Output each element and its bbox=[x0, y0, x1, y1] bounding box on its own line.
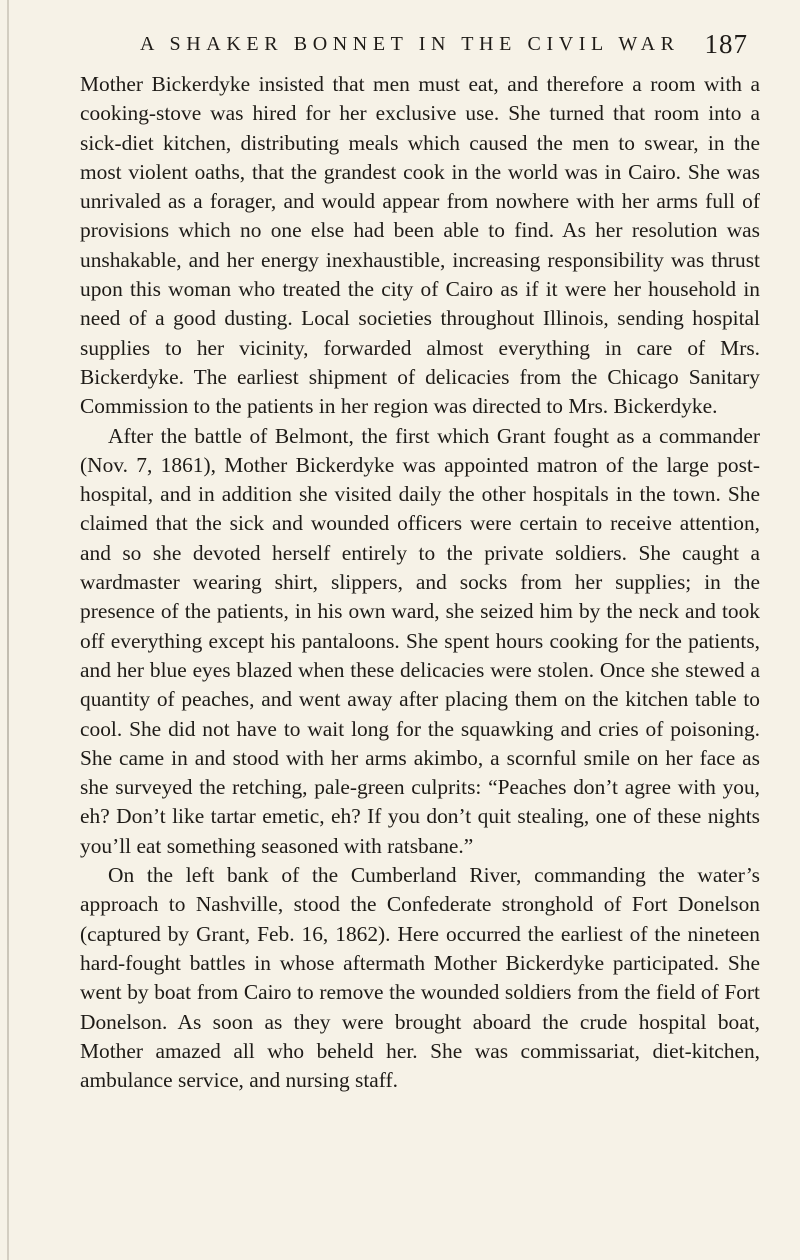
running-title: A SHAKER BONNET IN THE CIVIL WAR bbox=[140, 32, 680, 55]
body-text bbox=[80, 70, 760, 1095]
paragraph-1: Mother Bickerdyke insisted that men must eat, and therefore a room with a cooking-stove was hired for her exclusive use. She turned that room into a sick-diet kitchen, distributing meals which caused the men to swear, in the most violent oaths, that the grandest cook in the world was in Cairo. She was unrivaled as a forager, and would appear from nowhere with her arms full of provisions which no one else had been able to find. As her resolution was unshakable, and her energy inexhaustible, increasing responsibility was thrust upon this woman who treated the city of Cairo as if it were her household in need of a good dusting. Local societies throughout Illinois, sending hospital supplies to her vicinity, forwarded almost everything in care of Mrs. Bickerdyke. The earliest shipment of delicacies from the Chicago Sanitary Commission to the patients in her region was directed to Mrs. Bickerdyke. bbox=[80, 72, 760, 419]
paragraph-3: On the left bank of the Cumberland River, commanding the water’s approach to Nashville, stood the Confederate stronghold of Fort Donelson (captured by Grant, Feb. 16, 1862). Here occurred the earliest of the nineteen hard-fought battles in whose aftermath Mother Bickerdyke participated. She went by boat from Cairo to remove the wounded soldiers from the field of Fort Donelson. As soon as they were brought aboard the crude hospital boat, Mother amazed all who beheld her. She was commissariat, diet-kitchen, ambulance service, and nursing staff. bbox=[80, 863, 760, 1093]
page-gutter-edge bbox=[7, 0, 9, 1260]
paragraph-2: After the battle of Belmont, the first which Grant fought as a commander (Nov. 7, 1861), Mother Bickerdyke was appointed matron of the large post-hospital, and in addition she visited daily the other hospitals in the town. She claimed that the sick and wounded officers were certain to receive attention, and so she devoted herself entirely to the private soldiers. She caught a wardmaster wearing shirt, slippers, and socks from her supplies; in the presence of the patients, in his own ward, she seized him by the neck and took off everything except his pantaloons. She spent hours cooking for the patients, and her blue eyes blazed when these delicacies were stolen. Once she stewed a quantity of peaches, and went away after placing them on the kitchen table to cool. She did not have to wait long for the squawking and cries of poisoning. She came in and stood with her arms akimbo, a scornful smile on her face as she surveyed the retching, pale-green culprits: “Peaches don’t agree with you, eh? Don’t like tartar emetic, eh? If you don’t quit stealing, one of these nights you’ll eat something seasoned with ratsbane.” bbox=[80, 423, 760, 858]
running-head bbox=[75, 22, 748, 66]
page-number: 187 bbox=[704, 28, 748, 59]
